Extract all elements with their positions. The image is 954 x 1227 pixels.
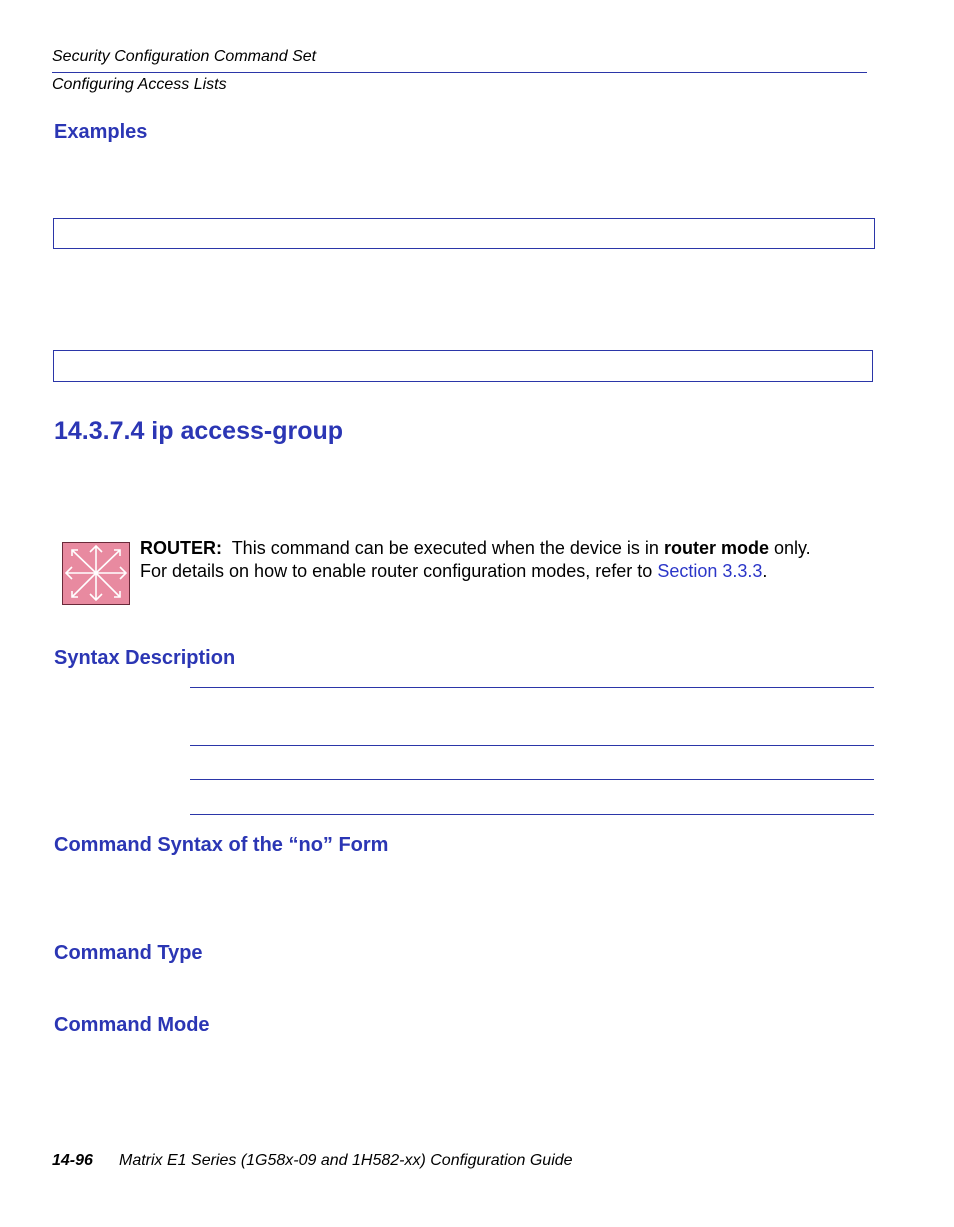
header-rule xyxy=(52,72,867,73)
command-title: 14.3.7.4 ip access-group xyxy=(54,417,344,445)
note-emphasis: router mode xyxy=(663,538,769,558)
router-mode-icon xyxy=(62,542,130,605)
syntax-table-rule-2 xyxy=(190,745,874,746)
section-link[interactable]: Section 3.3.3 xyxy=(657,561,763,581)
router-note-line-1 xyxy=(140,537,811,560)
syntax-table-rule-1 xyxy=(190,687,874,688)
command-mode-heading: Command Mode xyxy=(54,1014,210,1036)
command-type-heading: Command Type xyxy=(54,942,203,964)
syntax-description-heading: Syntax Description xyxy=(54,647,236,669)
note-line2-text: For details on how to enable router configuration modes, refer to xyxy=(140,561,653,581)
note-text: This command can be executed when the device is in xyxy=(231,538,659,558)
examples-heading: Examples xyxy=(54,121,148,143)
router-note-line-2 xyxy=(140,560,811,583)
syntax-table-rule-4 xyxy=(190,814,874,815)
example-code-box-1 xyxy=(53,218,875,249)
running-header-chapter: Security Configuration Command Set xyxy=(52,48,317,65)
syntax-table-rule-3 xyxy=(190,779,874,780)
note-label: ROUTER: xyxy=(140,538,222,558)
note-line2-end: . xyxy=(762,561,768,581)
note-text-after: only. xyxy=(773,538,811,558)
footer-title: Matrix E1 Series (1G58x-09 and 1H582-xx) Configuration Guide xyxy=(119,1152,573,1169)
router-note xyxy=(140,537,811,583)
running-header-section: Configuring Access Lists xyxy=(52,76,227,93)
example-code-box-2 xyxy=(53,350,873,382)
page-number: 14-96 xyxy=(52,1152,93,1169)
no-form-heading: Command Syntax of the “no” Form xyxy=(54,834,389,856)
